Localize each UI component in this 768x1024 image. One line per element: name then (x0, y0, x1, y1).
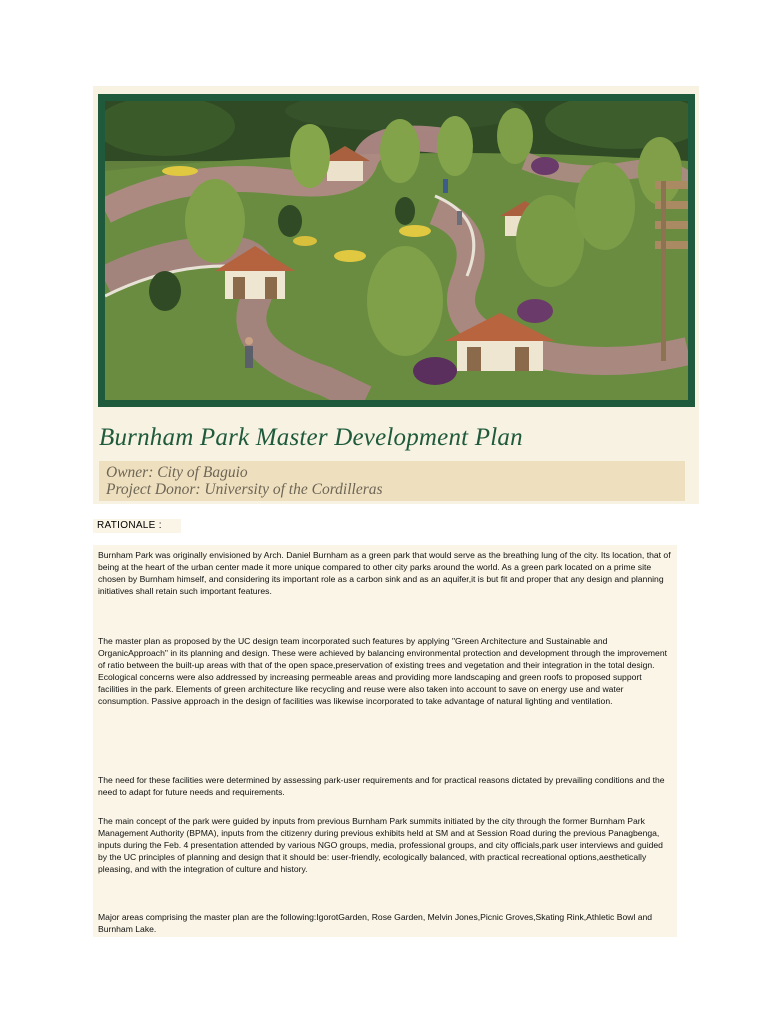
rationale-body (93, 545, 677, 937)
park-illustration (105, 101, 688, 400)
header-card (93, 86, 699, 504)
paragraph-4: The main concept of the park were guided by inputs from previous Burnham Park summits initiated by the city through the former Burnham Park Management Authority (BPMA), inputs from the citizenry during previous exhibits held at SM and at Session Road during the previous Panagbenga, inputs during the Feb. 4 presentation attended by various NGO groups, media, professional groups, and city officials,park user interviews and guided by the UC principles of planning and design that it should be: user-friendly, ecologically balanced, with practical recreational options,aesthetically pleasing, and with the integration of culture and history. (98, 816, 663, 875)
park-render-image (105, 101, 688, 400)
owner-line: Owner: City of Baguio (106, 464, 248, 481)
document-title: Burnham Park Master Development Plan (99, 424, 523, 451)
section-label-rationale: RATIONALE : (93, 519, 181, 533)
paragraph-2: The master plan as proposed by the UC design team incorporated such features by applying "Green Architecture and Sustainable and OrganicApproach" in its planning and design. These were achieved by balancing environmental protection and development through the improvement of ratio between the built-up areas with that of the open space,preservation of existing trees and vegetation and their integration in the total design. Ecological concerns were also addressed by increasing permeable areas and providing more landscaping and green roofs to proposed support facilities in the park. Elements of green architecture like recycling and reuse were also taken into account to save on energy use and water consumption. Passive approach in the design of facilities was likewise incorporated to take advantage of natural lighting and ventilation. (98, 636, 668, 707)
donor-line: Project Donor: University of the Cordilleras (106, 481, 383, 498)
park-render-frame (98, 94, 695, 407)
owner-info-band (99, 461, 685, 501)
paragraph-3: The need for these facilities were determined by assessing park-user requirements and for practical reasons dictated by prevailing conditions and the need to adapt for future needs and requirements. (98, 775, 665, 798)
paragraph-5: Major areas comprising the master plan are the following:IgorotGarden, Rose Garden, Melvin Jones,Picnic Groves,Skating Rink,Athletic Bowl and Burnham Lake. (98, 912, 653, 935)
paragraph-1: Burnham Park was originally envisioned by Arch. Daniel Burnham as a green park that would serve as the breathing lung of the city. Its location, that of being at the heart of the urban center made it more unique compared to other city parks around the world. As a green park located on a prime site chosen by Burnham himself, and considering its important role as a carbon sink and as an aquifer,it is but fit and proper that any design and planning initiatives shall retain such important features. (98, 550, 671, 597)
